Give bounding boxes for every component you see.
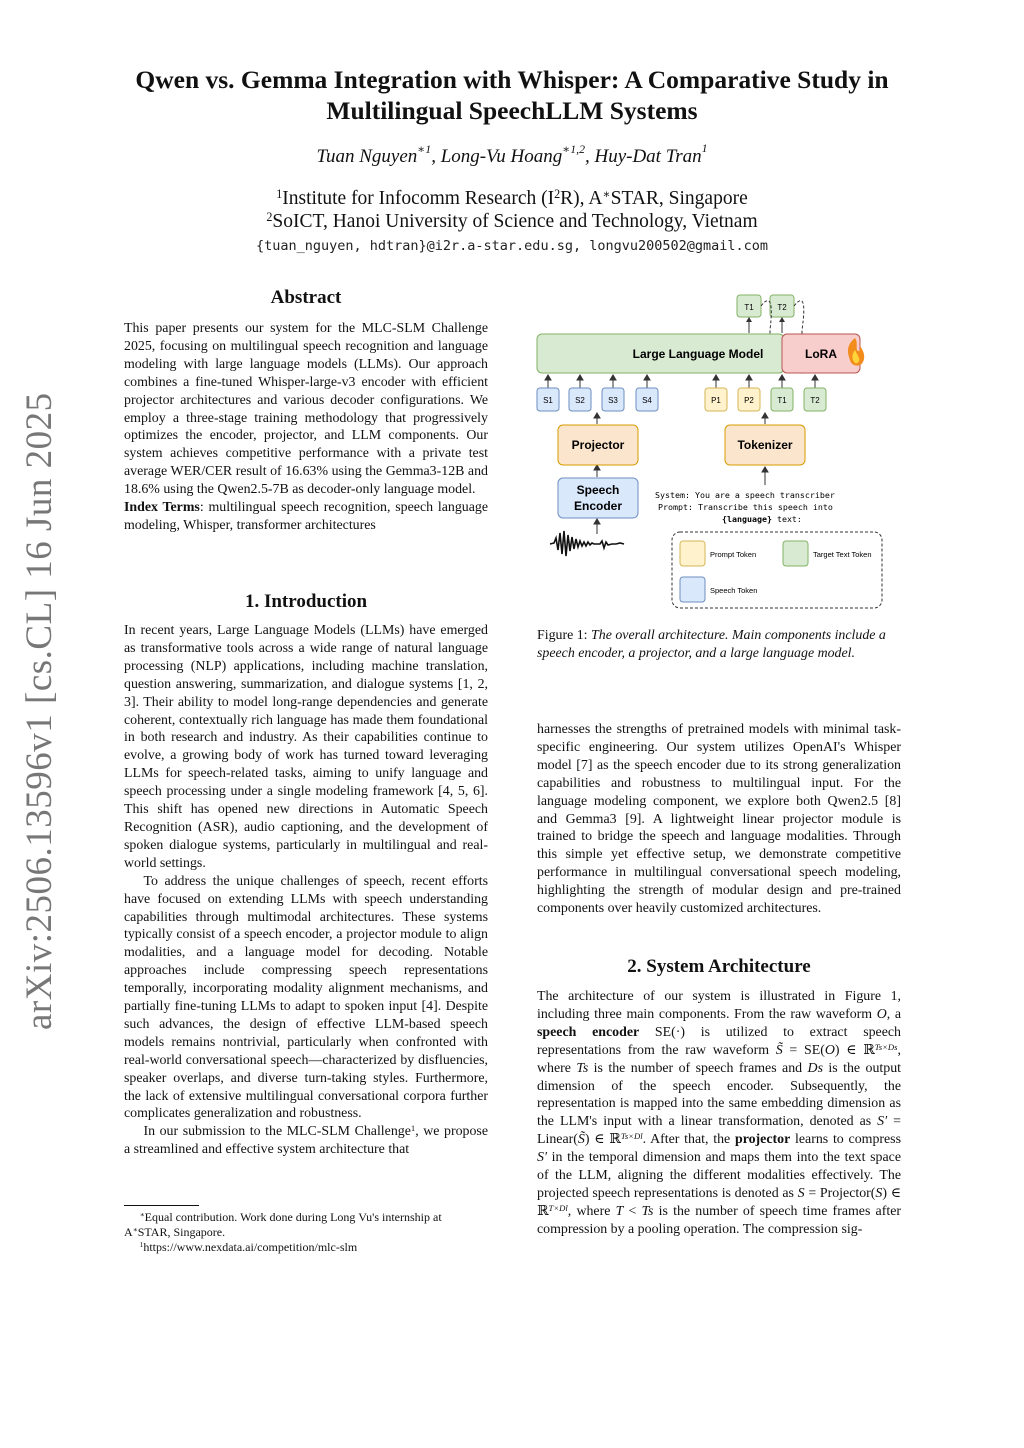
introduction-text [124, 622, 488, 1159]
footnote-mark: ∗ [139, 1210, 145, 1220]
language-placeholder: {language} [722, 514, 772, 524]
legend-target-swatch [783, 541, 808, 566]
introduction-heading: 1. Introduction [244, 591, 368, 612]
term-projector: projector [734, 1132, 791, 1148]
intro-p3-text: In our submission to the MLC-SLM Challenge [143, 1124, 411, 1140]
footnote-1-text: Equal contribution. Work done during Long Vu's internship at A [124, 1210, 442, 1239]
legend-speech-label: Speech Token [710, 586, 758, 595]
author-list [0, 141, 1024, 168]
legend-target-label: Target Text Token [813, 550, 872, 559]
intro-paragraph-3 [124, 1123, 488, 1159]
title-line-1: Qwen vs. Gemma Integration with Whisper: A Comparative Study in [135, 65, 889, 94]
intro-continued [537, 721, 901, 918]
intro-paragraph-2: To address the unique challenges of speech, recent efforts have focused on extending LLMs with speech understanding capabilities through multimodal architectures. These systems typically consist of a speech encoder, a projector module to align modalities, and a language model for decoding. Notable approaches include compressing speech representations temporally, incorporating modality alignment mechanisms, and partially fine-tuning LLMs to adapt to spoken input [4]. Despite such advances, the design of effective LLM-based speech models remains nontrivial, particularly when confronted with real-world conversational speech—characterized by disfluencies, speaker overlaps, and diverse turn-taking styles. Furthermore, the lack of extensive multilingual conversational corpora further complicates generalization and robustness. [124, 873, 488, 1122]
arrowhead [746, 317, 752, 322]
footnotes [124, 1210, 488, 1255]
affiliation-1 [0, 187, 1024, 210]
speech-encoder-label-2: Encoder [573, 499, 623, 513]
arxiv-identifier: arXiv:2506.13596v1 [cs.CL] 16 Jun 2025 [19, 392, 60, 1030]
affiliation-2-text: SoICT, Hanoi University of Science and Technology, Vietnam [272, 211, 758, 232]
llm-label: Large Language Model [632, 347, 764, 361]
waveform-icon [550, 531, 624, 556]
caption-label: Figure 1: [537, 628, 588, 643]
author-emails: {tuan_nguyen, hdtran}@i2r.a-star.edu.sg, longvu200502@gmail.com [255, 238, 769, 254]
author-sep: , [584, 146, 595, 167]
affiliation-1-mid: R), A [560, 188, 603, 209]
speech-token-s2-label: S2 [575, 396, 585, 405]
affiliations [0, 187, 1024, 233]
prompt-token-p1-label: P1 [711, 396, 721, 405]
footnote-equal-contribution [124, 1210, 488, 1240]
author-1-mark: ∗1 [417, 142, 432, 156]
caption-text: The overall architecture. Main components include a speech encoder, a projector, and a large language model. [537, 628, 886, 661]
intro-p3-end: , we propose a streamlined and effective system architecture that [124, 1124, 488, 1158]
footnote-1-end: STAR, Singapore. [137, 1225, 226, 1239]
target-token-t1-label: T1 [777, 396, 787, 405]
index-terms-label: Index Terms [124, 500, 200, 516]
affiliation-2-mark: 2 [266, 209, 273, 224]
tokenizer-label: Tokenizer [737, 438, 793, 452]
abstract [124, 320, 488, 535]
term-speech-encoder: speech encoder [537, 1024, 640, 1040]
intro-paragraph-3-continued: harnesses the strengths of pretrained models with minimal task-specific engineering. Our system utilizes OpenAI's Whisper model [7] as the speech encoder due to its strong generalization capabilities and robustness to multilingual input. For the language modeling component, we explore both Qwen2.5 [8] and Gemma3 [9]. A lightweight linear projector module is trained to bridge the speech and language modalities. Through this simple yet effective setup, we demonstrate competitive performance in multilingual conversational speech modeling, highlighting the strength of modular design and pre-trained components over heavily customized architectures. [537, 722, 901, 917]
speech-token-s3-label: S3 [608, 396, 618, 405]
abstract-body: This paper presents our system for the MLC-SLM Challenge 2025, focusing on multilingual speech recognition and language modeling with large language models (LLMs). Our approach combines a fine-tuned Whisper-large-v3 encoder with efficient projector architectures and various decoder configurations. We employ a three-stage training methodology that progressively optimizes the encoder, projector, and LLM components. Our system achieves competitive performance with a private test average WER/CER result of 16.63% using the Gemma3-12B and 18.6% using the Qwen2.5-7B as decoder-only language model. [124, 321, 488, 498]
speech-encoder-label-1: Speech [576, 483, 620, 497]
output-token-t2-label: T2 [777, 303, 787, 312]
figure-caption [537, 627, 901, 663]
author-2: Long-Vu Hoang [440, 146, 563, 167]
speech-token-s4-label: S4 [642, 396, 652, 405]
challenge-link[interactable]: https://www.nexdata.ai/competition/mlc-slm [143, 1240, 358, 1254]
legend-prompt-label: Prompt Token [710, 550, 757, 559]
lora-label: LoRA [805, 347, 837, 361]
footnote-ref-1[interactable]: 1 [410, 1123, 416, 1134]
footnote-mark: 1 [139, 1240, 144, 1250]
prompt-line-3 [722, 514, 802, 524]
author-2-mark: ∗1,2 [562, 142, 585, 156]
index-terms [124, 499, 488, 535]
token-arrows [545, 375, 818, 388]
intro-paragraph-1: In recent years, Large Language Models (LLMs) have emerged as transformative tools across a wide range of natural language processing (NLP) applications, including machine translation, question answering, summarization, and dialogue systems [1, 2, 3]. Their ability to model long-range dependencies and generate coherent, contextually rich language has made them foundational in both research and industry. As their capabilities continue to evolve, a growing body of work has turned toward leveraging LLMs for speech-related tasks, aiming to unify language and speech processing under a single modeling framework [4, 5, 6]. This shift has opened new directions in Automatic Speech Recognition (ASR), audio captioning, and the development of spoken dialogue systems, particularly in multilingual and real-world settings. [124, 623, 488, 871]
legend-prompt-swatch [680, 541, 705, 566]
author-3: Huy-Dat Tran [594, 146, 702, 167]
system-architecture-text [537, 988, 901, 1239]
author-1: Tuan Nguyen [316, 146, 418, 167]
footnote-rule [124, 1205, 199, 1206]
footnote-url [124, 1240, 488, 1255]
author-sep: , [431, 146, 441, 167]
output-token-t1-label: T1 [744, 303, 754, 312]
system-architecture-heading: 2. System Architecture [627, 956, 811, 977]
index-terms-text: : multilingual speech recognition, speech language modeling, Whisper, transformer architectures [124, 500, 488, 533]
prompt-token-p2-label: P2 [744, 396, 754, 405]
projector-label: Projector [571, 438, 625, 452]
affiliation-1-star: ∗ [602, 186, 611, 201]
title-line-2: Multilingual SpeechLLM Systems [326, 96, 698, 125]
legend-speech-swatch [680, 577, 705, 602]
affiliation-1-mark: 1 [276, 186, 283, 201]
footnote-star: ∗ [132, 1225, 138, 1235]
prompt-line-3-rest: text: [771, 514, 802, 524]
user-prompt-line: Prompt: Transcribe this speech into [658, 502, 833, 512]
abstract-heading: Abstract [270, 287, 342, 308]
affiliation-1-tail: STAR, Singapore [610, 188, 748, 209]
affiliation-2 [0, 210, 1024, 233]
affiliation-1-text: Institute for Infocomm Research (I [282, 188, 555, 209]
paper-title [0, 64, 1024, 126]
speech-token-s1-label: S1 [543, 396, 553, 405]
author-3-mark: 1 [701, 141, 708, 155]
arrowhead [779, 317, 785, 322]
architecture-figure [530, 280, 908, 615]
system-prompt-line: System: You are a speech transcriber [655, 490, 835, 500]
architecture-paragraph: The architecture of our system is illustrated in Figure 1, including three main components. From the raw waveform O, a speech encoder SE(·) is utilized to extract speech representations from the raw waveform S̃ = SE(O) ∈ ℝ$^{Ts\times Ds}$, where Ts is the number of speech frames and Ds is the output dimension of the speech encoder. Subsequently, the representation is mapped into the same embedding dimension as the LLM's input with a linear transformation, denoted as S′ = Linear(S̃) ∈ ℝ$^{Ts\times Dl}$. After that, the projector learns to compress S′ in the temporal dimension and maps them into the text space of the LLM, aligning the different modalities effectively. The projected speech representations is denoted as S = Projector(S) ∈ ℝ$^{T\times Dl}$, where T < Ts is the number of speech time frames after compression by a pooling operation. The compression sig- [537, 989, 902, 1237]
target-token-t2-label: T2 [810, 396, 820, 405]
affiliation-1-sq: 2 [554, 186, 561, 201]
